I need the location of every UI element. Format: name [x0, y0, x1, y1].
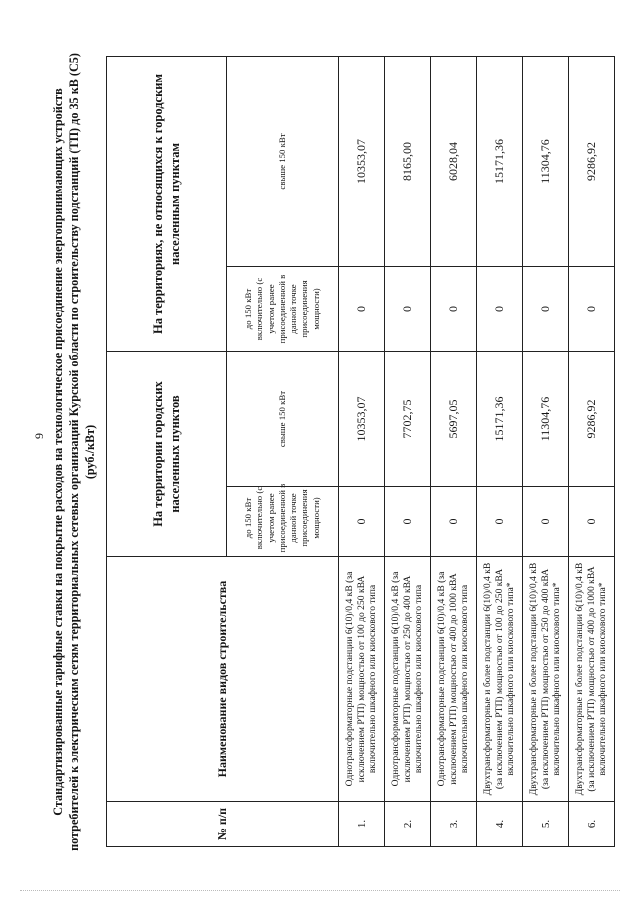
rural-high-rate: 10353,07: [339, 57, 385, 267]
row-number: 3.: [431, 802, 477, 847]
header-number: № п/п: [107, 802, 339, 847]
table-row: [569, 57, 615, 847]
rural-high-rate: 9286,92: [569, 57, 615, 267]
urban-low-rate: 0: [569, 487, 615, 557]
urban-low-rate: 0: [385, 487, 431, 557]
rural-low-rate: 0: [431, 267, 477, 352]
rural-low-rate: 0: [523, 267, 569, 352]
construction-type: Однотрансформаторные подстанции 6(10)/0,4 кВ (за исключением РТП) мощностью от 250 до 400 кВА включительно шкафного или киоскового типа: [385, 557, 431, 802]
urban-low-rate: 0: [523, 487, 569, 557]
rural-low-rate: 0: [339, 267, 385, 352]
rural-low-rate: 0: [477, 267, 523, 352]
rotated-page-content: [50, 42, 609, 862]
urban-high-rate: 15171,36: [477, 352, 523, 487]
header-urban-low: до 150 кВт включительно (с учетом ранее присоединенной в данной точке присоединения мощности): [227, 487, 339, 557]
document-title: Стандартизированные тарифные ставки на покрытие расходов на технологическое присоединение энергопринимающих устройств потребителей к электрическим сетям территориальных сетевых организаций Курской области по строительству подстанций (ТП) до 35 кВ (С5) (руб./кВт): [51, 53, 98, 851]
header-rural-low: до 150 кВт включительно (с учетом ранее присоединенной в данной точке присоединения мощности): [227, 267, 339, 352]
row-number: 1.: [339, 802, 385, 847]
rural-high-rate: 11304,76: [523, 57, 569, 267]
row-number: 5.: [523, 802, 569, 847]
urban-high-rate: 5697,05: [431, 352, 477, 487]
table-row: [339, 57, 385, 847]
table-row: [477, 57, 523, 847]
urban-high-rate: 7702,75: [385, 352, 431, 487]
table-row: [431, 57, 477, 847]
header-urban: На территории городских населенных пунктов: [107, 352, 227, 557]
urban-high-rate: 11304,76: [523, 352, 569, 487]
construction-type: Двухтрансформаторные и более подстанции 6(10)/0,4 кВ (за исключением РТП) мощностью от 250 до 400 кВА включительно шкафного или киоскового типа*: [523, 557, 569, 802]
header-construction-type: Наименование видов строительства: [107, 557, 339, 802]
row-number: 6.: [569, 802, 615, 847]
header-rural-high: свыше 150 кВт: [227, 57, 339, 267]
row-number: 2.: [385, 802, 431, 847]
construction-type: Двухтрансформаторные и более подстанции 6(10)/0,4 кВ (за исключением РТП) мощностью от 400 до 1000 кВА включительно шкафного или киоскового типа*: [569, 557, 615, 802]
rural-low-rate: 0: [569, 267, 615, 352]
header-urban-high: свыше 150 кВт: [227, 352, 339, 487]
construction-type: Однотрансформаторные подстанции 6(10)/0,4 кВ (за исключением РТП) мощностью от 100 до 250 кВА включительно шкафного или киоскового типа: [339, 557, 385, 802]
scan-edge-line: [20, 889, 620, 891]
urban-low-rate: 0: [339, 487, 385, 557]
table-row: [385, 57, 431, 847]
urban-high-rate: 9286,92: [569, 352, 615, 487]
tariff-table: [106, 56, 615, 847]
construction-type: Однотрансформаторные подстанции 6(10)/0,4 кВ (за исключением РТП) мощностью от 400 до 1000 кВА включительно шкафного или киоскового типа: [431, 557, 477, 802]
urban-high-rate: 10353,07: [339, 352, 385, 487]
urban-low-rate: 0: [431, 487, 477, 557]
rural-high-rate: 15171,36: [477, 57, 523, 267]
construction-type: Двухтрансформаторные и более подстанции 6(10)/0,4 кВ (за исключением РТП) мощностью от 100 до 250 кВА включительно шкафного или киоскового типа*: [477, 557, 523, 802]
rural-high-rate: 8165,00: [385, 57, 431, 267]
page-number: 9: [32, 433, 46, 439]
header-row-groups: [107, 57, 227, 847]
urban-low-rate: 0: [477, 487, 523, 557]
header-rural: На территориях, не относящихся к городским населенным пунктам: [107, 57, 227, 352]
row-number: 4.: [477, 802, 523, 847]
rural-low-rate: 0: [385, 267, 431, 352]
rural-high-rate: 6028,04: [431, 57, 477, 267]
table-row: [523, 57, 569, 847]
